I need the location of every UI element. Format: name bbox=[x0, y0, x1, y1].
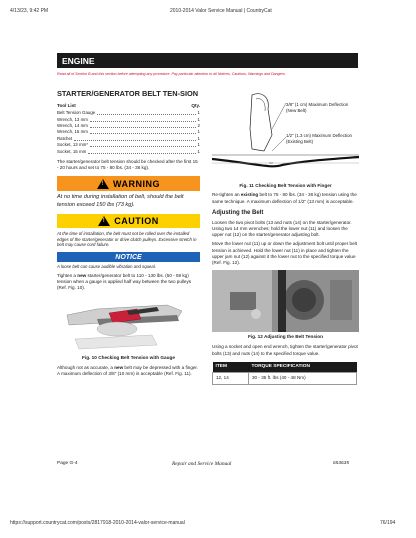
caution-text: At the time of installation, the belt must not be rolled over the installed edges of the starter/generator or drive clutch pulleys. Excessive stretch in belt may cause cord failure. bbox=[57, 230, 197, 248]
torque-table bbox=[212, 362, 357, 385]
section-banner: ENGINE bbox=[57, 53, 358, 68]
leader-dots bbox=[90, 123, 196, 128]
tool-qty: 1 bbox=[197, 142, 200, 148]
caution-box bbox=[57, 214, 200, 228]
print-doc-title: 2010-2014 Valor Service Manual | CountryCat bbox=[170, 8, 272, 14]
tool-qty: 2 bbox=[197, 123, 200, 129]
tool-qty: 1 bbox=[197, 110, 200, 116]
tool-name: Wrench, 15 mm bbox=[57, 129, 88, 135]
notice-text: A loose belt can cause audible vibration and squeal. bbox=[57, 264, 156, 270]
tool-name: Ratchet bbox=[57, 135, 73, 141]
notice-box bbox=[57, 252, 200, 262]
print-page-count: 76/194 bbox=[380, 520, 396, 526]
move-nut-text: Move the lower nut (11) up or down the adjustment bolt until proper belt tension is achieved. Hold the lower nut (11) in place and tighten the upper jam nut (12) against it the lower nut to the specified torque value (Ref. Fig. 12). bbox=[212, 241, 357, 265]
caution-label: CAUTION bbox=[114, 215, 159, 226]
warning-triangle-icon bbox=[97, 179, 109, 189]
figure-10-caption: Fig. 10 Checking Belt Tension with Gauge bbox=[82, 354, 175, 360]
tool-qty: 1 bbox=[197, 129, 200, 135]
tool-qty: 1 bbox=[197, 135, 200, 141]
belt-tension-intro: The starter/generator belt tension should be checked after the first 15 - 20 hours and set to 75 - 80 lbs. (34 - 36 kg). bbox=[57, 158, 198, 171]
manual-title: Repair and Service Manual bbox=[172, 461, 232, 467]
figure-12-photo bbox=[212, 270, 359, 332]
warning-box bbox=[57, 176, 200, 191]
tool-name: Belt Tension Gauge bbox=[57, 110, 96, 116]
warning-label: WARNING bbox=[113, 178, 160, 189]
figure-12-caption: Fig. 12 Adjusting the Belt Tension bbox=[247, 334, 323, 340]
torque-item-cell: 12, 14 bbox=[213, 373, 249, 384]
tool-list-qty-title: Qty. bbox=[191, 103, 200, 109]
leader-dots bbox=[74, 136, 195, 141]
leader-dots bbox=[97, 110, 195, 115]
tighten-pivot-text: Using a socket and open end wrench, tighten the starter/generator pivot bolts (13) and nuts (14) to the specified torque value. bbox=[212, 344, 358, 356]
table-row bbox=[213, 373, 357, 384]
print-timestamp: 4/13/23, 9:42 PM bbox=[10, 8, 49, 14]
figure-11-label-existing-belt: 1/2" (1.3 cm) Maximum Deflection (Existing Belt) bbox=[286, 133, 352, 144]
tool-name: Socket, 15 mm bbox=[57, 148, 87, 154]
existing-belt-text: Re-tighten an existing belt to 75 - 80 lbs. (34 - 36 kg) tension using the same technique. A maximum deflection of 1/2" (13 mm) is acceptable. bbox=[212, 192, 357, 204]
tool-qty: 1 bbox=[197, 116, 200, 122]
manual-code: 653635 bbox=[333, 461, 350, 466]
figure-10-image bbox=[57, 295, 200, 353]
finger-check-text: Although not as accurate, a new belt may be depressed with a finger. A maximum deflection of 3/8" (10 mm) is acceptable (Ref. Fig. 11). bbox=[57, 364, 198, 377]
tool-name: Wrench, 14 mm bbox=[57, 123, 88, 129]
figure-11-label-new-belt: 3/8" (1 cm) Maximum Deflection (New Belt) bbox=[286, 102, 349, 113]
tool-list-header bbox=[57, 103, 200, 109]
section-heading: STARTER/GENERATOR BELT TEN-SION bbox=[57, 89, 199, 98]
figure-11-image bbox=[212, 89, 359, 181]
tool-list bbox=[57, 110, 200, 155]
leader-dots bbox=[90, 117, 196, 122]
warning-text: At no time during installation of belt, should the belt tension exceed 150 lbs (73 kg). bbox=[57, 194, 184, 208]
leader-dots bbox=[90, 129, 196, 134]
left-column bbox=[57, 90, 200, 377]
torque-table-header-spec: TORQUE SPECIFICATION bbox=[249, 362, 357, 373]
torque-spec-cell: 30 - 35 ft. lbs (40 - 48 Nm) bbox=[249, 373, 357, 384]
notice-label: NOTICE bbox=[115, 253, 142, 261]
intro-note: Read all of Section B and this section before attempting any procedure. Pay particular attention to all Notices, Cautions, Warnings and Dangers. bbox=[57, 72, 286, 76]
figure-11-caption: Fig. 11 Checking Belt Tension with Finger bbox=[239, 183, 332, 188]
caution-triangle-icon bbox=[98, 216, 110, 226]
leader-dots bbox=[88, 149, 195, 154]
adjusting-belt-heading: Adjusting the Belt bbox=[212, 209, 264, 216]
new-belt-tension-text: Tighten a new starter/generator belt to 110 - 130 lbs. (50 - 59 kg) tension when a gauge is applied half way between the two pulleys (Ref. Fig. 10). bbox=[57, 273, 192, 291]
tool-list-item bbox=[57, 149, 200, 155]
leader-dots bbox=[90, 142, 196, 147]
right-column bbox=[212, 89, 359, 385]
loosen-bolts-text: Loosen the two pivot bolts (13 and nuts (14) on the starter/generator. Using two 14 mm wrenches; hold the lower nut (11) and loosen the upper nut (12) on the starter/generator adjusting bolt. bbox=[212, 219, 352, 238]
tool-name: Wrench, 13 mm bbox=[57, 116, 88, 122]
torque-table-header-item: ITEM bbox=[213, 362, 249, 373]
tool-list-title: Tool List bbox=[57, 103, 76, 109]
tool-name: Socket, 13 mm* bbox=[57, 142, 88, 148]
page-number: Page G-4 bbox=[57, 461, 78, 466]
tool-qty: 1 bbox=[197, 148, 200, 154]
print-url: https://support.countrycat.com/posts/2817918-2010-2014-valor-service-manual bbox=[10, 520, 185, 526]
